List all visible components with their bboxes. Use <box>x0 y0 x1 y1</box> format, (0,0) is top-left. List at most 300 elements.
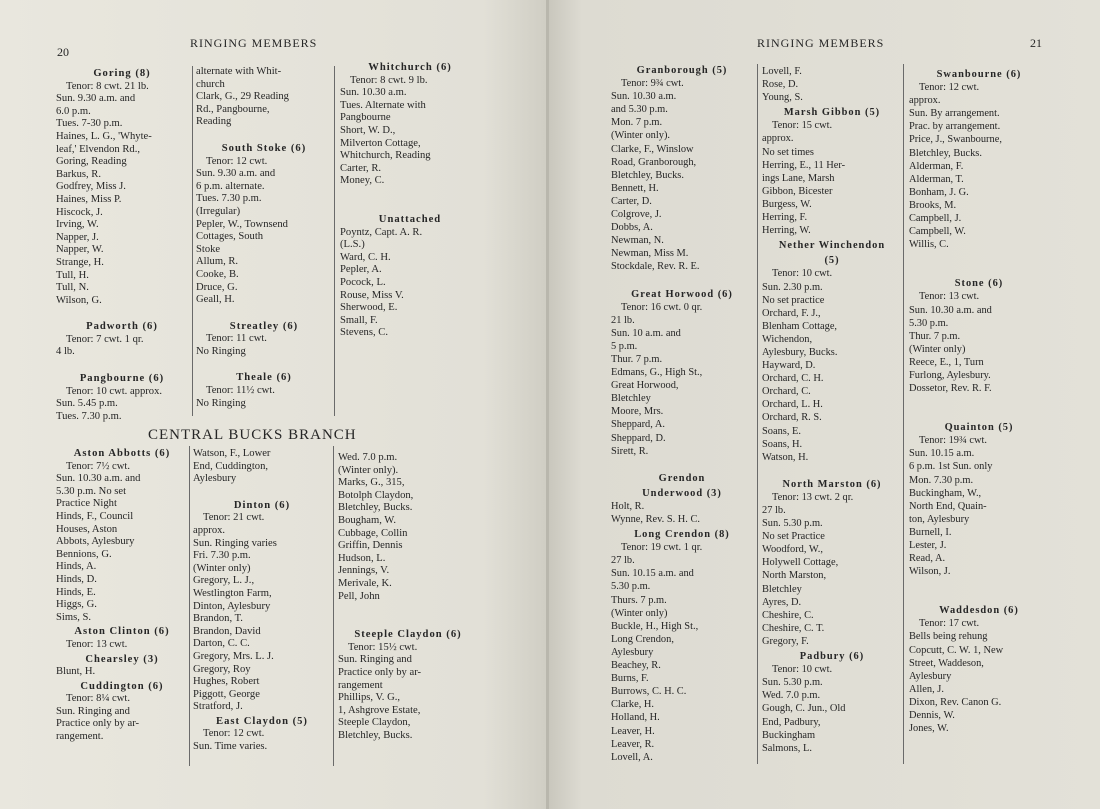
entry-line: Hinds, E. <box>56 586 96 598</box>
entry-line: Practice Night <box>56 498 117 510</box>
spacer <box>611 458 753 470</box>
entry-line: Dinton, Aylesbury <box>193 600 271 612</box>
tenor-line: Tenor: 10 cwt. <box>772 268 833 280</box>
tenor-line: Tenor: 8 cwt. 21 lb. <box>66 80 149 92</box>
entry-line: Pocock, L. <box>340 276 386 288</box>
entry-line: Holywell Cottage, <box>762 557 839 569</box>
entry-line: Great Horwood, <box>611 380 679 392</box>
tower-heading: East Claydon (5) <box>216 715 308 727</box>
entry-line: (Winter only) <box>193 562 251 574</box>
entry-line: Marks, G., 315, <box>338 477 405 489</box>
entry-line: Higgs, G. <box>56 599 97 611</box>
entry-line: leaf,' Elvendon Rd., <box>56 143 140 155</box>
tenor-line: Tenor: 15 cwt. <box>772 120 833 132</box>
entry-line: Sun. 10.30 a.m. <box>340 87 407 99</box>
entry-line: Reading <box>196 116 232 128</box>
tower-heading: Long Crendon (8) <box>634 529 730 541</box>
entry-line: Brandon, T. <box>193 613 243 625</box>
entry-line: Stoke <box>196 243 221 255</box>
entry-line: Sun. 5.30 p.m. <box>762 518 823 530</box>
entry-line: Sun. 10.30 a.m. and <box>909 304 992 316</box>
entry-line: Sun. 9.30 a.m. and <box>56 93 136 105</box>
entry-line: Buckle, H., High St., <box>611 620 699 632</box>
spacer <box>196 307 332 319</box>
spacer <box>611 274 753 286</box>
entry-line: Prac. by arrangement. <box>909 121 1001 133</box>
tenor-line: Tenor: 12 cwt. <box>919 82 980 94</box>
tenor-line: Tenor: 19 cwt. 1 qr. <box>621 542 703 554</box>
entry-line: Dixon, Rev. Canon G. <box>909 696 1002 708</box>
tenor-line: Tenor: 13 cwt. <box>919 291 980 303</box>
entry-line: 5 p.m. <box>611 340 638 352</box>
entry-line: Newman, N. <box>611 235 664 247</box>
entry-line: Steeple Claydon, <box>338 717 411 729</box>
entry-line: Blenham Cottage, <box>762 320 838 332</box>
entry-line: Moore, Mrs. <box>611 406 664 418</box>
entry-line: Buckingham <box>762 729 816 741</box>
entry-line: End, Cuddington, <box>193 460 269 472</box>
entry-line: Bennett, H. <box>611 182 659 194</box>
entry-line: approx. <box>762 133 794 145</box>
spacer <box>196 358 332 370</box>
entry-line: Thur. 7 p.m. <box>909 330 961 342</box>
entry-line: Stratford, J. <box>193 701 243 713</box>
tower-heading: Aston Clinton (6) <box>74 626 170 638</box>
entry-line: (Winter only). <box>338 464 399 476</box>
column <box>338 452 478 742</box>
tenor-line: Tenor: 7½ cwt. <box>66 460 130 472</box>
page-number: 20 <box>57 45 69 59</box>
spacer <box>193 486 331 498</box>
left-page <box>0 0 549 809</box>
spacer <box>909 395 1049 407</box>
entry-line: Fri. 7.30 p.m. <box>193 550 251 562</box>
spacer <box>56 307 188 319</box>
entry-line: Burrows, C. H. C. <box>611 686 687 698</box>
spacer <box>338 615 478 627</box>
entry-line: Sun. 10.30 a.m. <box>611 91 677 103</box>
entry-line: Herring, F. <box>762 212 808 224</box>
entry-line: Holt, R. <box>611 500 645 512</box>
entry-line: Buckingham, W., <box>909 487 982 499</box>
entry-line: 27 lb. <box>762 505 786 516</box>
entry-line: Campbell, J. <box>909 213 962 225</box>
entry-line: Mon. 7.30 p.m. <box>909 474 974 486</box>
spacer <box>909 590 1049 602</box>
tower-heading: (5) <box>824 255 840 267</box>
entry-line: Bennions, G. <box>56 548 112 560</box>
entry-line: Godfrey, Miss J. <box>56 181 126 193</box>
spacer <box>909 251 1049 263</box>
tenor-line: Tenor: 13 cwt. <box>66 638 128 650</box>
entry-line: Poyntz, Capt. A. R. <box>340 226 423 238</box>
entry-line: rangement. <box>56 731 104 743</box>
tenor-line: Tenor: 15½ cwt. <box>348 641 418 653</box>
tower-heading: Marsh Gibbon (5) <box>783 107 881 119</box>
column-rule <box>757 64 758 764</box>
column-rule <box>333 446 334 766</box>
spacer <box>909 263 1049 275</box>
entry-line: Long Crendon, <box>611 633 674 645</box>
entry-line: 27 lb. <box>611 555 635 567</box>
entry-line: Blunt, H. <box>56 666 96 678</box>
entry-line: Orchard, R. S. <box>762 412 822 424</box>
entry-line: Bletchley <box>762 583 802 595</box>
tenor-line: Tenor: 21 cwt. <box>203 512 265 524</box>
column <box>196 66 332 410</box>
entry-line: Beachey, R. <box>611 660 661 672</box>
entry-line: church <box>196 78 225 90</box>
entry-line: Dossetor, Rev. R. F. <box>909 383 992 395</box>
entry-line: Strange, H. <box>56 256 104 268</box>
tower-heading: Swanbourne (6) <box>936 69 1022 80</box>
tower-heading: Cuddington (6) <box>80 680 164 692</box>
entry-line: Furlong, Aylesbury. <box>909 369 991 381</box>
tower-heading: Whitchurch (6) <box>368 62 452 73</box>
entry-line: Sun. Time varies. <box>193 741 268 753</box>
page-number: 21 <box>1030 36 1042 50</box>
entry-line: Bletchley, Bucks. <box>338 502 413 514</box>
entry-line: Darton, C. C. <box>193 638 250 650</box>
entry-line: Haines, L. G., 'Whyte- <box>56 130 152 142</box>
entry-line: Sun. 5.30 p.m. <box>762 677 823 689</box>
entry-line: Newman, Miss M. <box>611 248 689 260</box>
entry-line: 5.30 p.m. <box>611 581 651 593</box>
entry-line: Orchard, L. H. <box>762 399 823 411</box>
tower-heading: Nether Winchendon <box>778 240 886 252</box>
entry-line: Edmans, G., High St., <box>611 367 703 379</box>
entry-line: Aylesbury <box>193 473 237 485</box>
entry-line: Gibbon, Bicester <box>762 185 833 197</box>
entry-line: Hudson, L. <box>338 552 386 564</box>
entry-line: Cooke, B. <box>196 268 239 280</box>
entry-line: Tues. 7-30 p.m. <box>56 118 123 130</box>
entry-line: Street, Waddeson, <box>909 657 984 669</box>
spacer <box>196 129 332 141</box>
entry-line: 1, Ashgrove Estate, <box>338 704 421 716</box>
entry-line: Brooks, M. <box>909 199 957 211</box>
entry-line: Tull, H. <box>56 269 89 281</box>
entry-line: Rd., Pangbourne, <box>196 103 270 115</box>
column <box>56 66 188 423</box>
tenor-line: Tenor: 8 cwt. 9 lb. <box>350 74 428 86</box>
entry-line: Druce, G. <box>196 281 238 293</box>
entry-line: Aylesbury <box>909 670 952 682</box>
entry-line: Tues. Alternate with <box>340 99 426 111</box>
entry-line: Thur. 7 p.m. <box>611 353 663 365</box>
column <box>56 446 188 744</box>
entry-line: 6 p.m. alternate. <box>196 180 265 192</box>
entry-line: Phillips, V. G., <box>338 692 401 704</box>
entry-line: No Ringing <box>196 345 246 357</box>
column-rule <box>903 64 904 764</box>
entry-line: Colgrove, J. <box>611 209 662 221</box>
entry-line: Hinds, D. <box>56 573 97 585</box>
entry-line: Clark, G., 29 Reading <box>196 91 289 103</box>
entry-line: No Ringing <box>196 397 246 409</box>
entry-line: ings Lane, Marsh <box>762 172 835 184</box>
entry-line: Willis, C. <box>909 239 949 251</box>
entry-line: Campbell, W. <box>909 226 966 238</box>
entry-line: 6.0 p.m. <box>56 105 91 117</box>
entry-line: Alderman, F. <box>909 160 964 172</box>
entry-line: 5.30 p.m. <box>909 317 949 329</box>
entry-line: Burgess, W. <box>762 198 812 210</box>
entry-line: No set practice <box>762 294 825 306</box>
entry-line: Clarke, F., Winslow <box>611 143 694 155</box>
column-rule <box>334 66 335 416</box>
entry-line: Clarke, H. <box>611 699 654 711</box>
entry-line: Carter, D. <box>611 195 652 207</box>
tower-heading: Theale (6) <box>236 372 292 384</box>
column <box>340 60 480 340</box>
entry-line: Allen, J. <box>909 683 944 695</box>
entry-line: Brandon, David <box>193 625 261 637</box>
entry-line: Alderman, T. <box>909 173 964 185</box>
entry-line: 6 p.m. 1st Sun. only <box>909 461 993 473</box>
entry-line: Lester, J. <box>909 540 947 551</box>
entry-line: Woodford, W., <box>762 544 823 556</box>
spacer <box>909 578 1049 590</box>
entry-line: Wynne, Rev. S. H. C. <box>611 514 701 525</box>
entry-line: (Winter only) <box>909 343 966 355</box>
entry-line: Practice only by ar- <box>56 718 140 730</box>
entry-line: Leaver, R. <box>611 738 655 750</box>
entry-line: Practice only by ar- <box>338 666 422 678</box>
entry-line: alternate with Whit- <box>196 66 282 77</box>
entry-line: Napper, W. <box>56 244 104 256</box>
right-page <box>549 0 1100 809</box>
entry-line: North Marston, <box>762 570 827 582</box>
column-rule <box>189 446 190 766</box>
tower-heading: Stone (6) <box>954 278 1004 290</box>
entry-line: Sun. By arrangement. <box>909 108 1000 120</box>
entry-line: No set Practice <box>762 531 825 543</box>
tenor-line: Tenor: 17 cwt. <box>919 618 980 630</box>
entry-line: (L.S.) <box>340 239 365 251</box>
entry-line: Sun. 10 a.m. and <box>611 327 681 339</box>
entry-line: Gregory, L. J., <box>193 575 255 587</box>
entry-line: Gregory, Roy <box>193 663 251 675</box>
entry-line: Sun. Ringing varies <box>193 537 277 549</box>
entry-line: Price, J., Swanbourne, <box>909 134 1002 146</box>
tower-heading: Granborough (5) <box>636 65 728 76</box>
entry-line: Read, A. <box>909 553 946 565</box>
entry-line: Bonham, J. G. <box>909 186 969 198</box>
entry-line: Sheppard, D. <box>611 432 666 444</box>
entry-line: Sun. Ringing and <box>56 705 130 717</box>
entry-line: ton, Aylesbury <box>909 513 970 525</box>
entry-line: Sun. 2.30 p.m. <box>762 281 823 293</box>
tower-heading: Unattached <box>378 213 442 225</box>
spacer <box>909 407 1049 419</box>
tower-heading: Goring (8) <box>93 68 151 79</box>
entry-line: Gough, C. Jun., Old <box>762 703 846 715</box>
entry-line: Houses, Aston <box>56 523 118 535</box>
entry-line: approx. <box>909 95 941 107</box>
entry-line: Ayres, D. <box>762 596 802 608</box>
entry-line: rangement <box>338 679 383 691</box>
entry-line: Cubbage, Collin <box>338 527 408 539</box>
entry-line: Sheppard, A. <box>611 419 665 431</box>
entry-line: Bells being rehung <box>909 631 988 643</box>
entry-line: Dennis, W. <box>909 710 955 722</box>
entry-line: Young, S. <box>762 92 803 104</box>
entry-line: Tues. 7.30 p.m. <box>196 193 262 205</box>
tower-heading: Great Horwood (6) <box>631 288 733 300</box>
entry-line: Hughes, Robert <box>193 676 260 688</box>
entry-line: Hinds, F., Council <box>56 510 134 522</box>
entry-line: Rouse, Miss V. <box>340 289 404 301</box>
tower-heading: Waddesdon (6) <box>939 605 1019 617</box>
column <box>909 66 1049 735</box>
entry-line: End, Padbury, <box>762 716 821 728</box>
entry-line: (Winter only) <box>611 607 668 619</box>
entry-line: Pell, John <box>338 590 380 602</box>
entry-line: Cheshire, C. T. <box>762 622 825 634</box>
entry-line: Salmons, L. <box>762 742 812 754</box>
tower-heading: Aston Abbotts (6) <box>73 448 171 459</box>
entry-line: Gregory, Mrs. L. J. <box>193 650 274 662</box>
entry-line: Hiscock, J. <box>56 206 103 218</box>
entry-line: and 5.30 p.m. <box>611 104 668 116</box>
entry-line: Stevens, C. <box>340 327 388 339</box>
entry-line: Sun. 10.15 a.m. and <box>611 568 694 580</box>
entry-line: Pepler, W., Townsend <box>196 218 288 230</box>
tower-heading: South Stoke (6) <box>221 142 307 154</box>
entry-line: Hinds, A. <box>56 561 97 573</box>
tower-heading: Grendon <box>658 472 706 484</box>
entry-line: Sun. 5.45 p.m. <box>56 398 118 410</box>
column <box>762 65 902 755</box>
entry-line: Bletchley, Bucks. <box>611 169 684 181</box>
entry-line: Sirett, R. <box>611 445 649 457</box>
entry-line: Wilson, J. <box>909 566 951 578</box>
entry-line: Aylesbury, Bucks. <box>762 346 838 358</box>
spacer <box>338 603 478 615</box>
tenor-line: Tenor: 12 cwt. <box>206 155 268 167</box>
tenor-line: Tenor: 10 cwt. <box>772 664 833 676</box>
entry-line: No set times <box>762 146 814 158</box>
entry-line: Carter, R. <box>340 162 382 174</box>
entry-line: Leaver, H. <box>611 725 655 737</box>
entry-line: Sun. Ringing and <box>338 654 412 666</box>
page-header: RINGING MEMBERS <box>757 36 885 50</box>
entry-line: Allum, R. <box>196 256 239 268</box>
entry-line: Pepler, A. <box>340 264 382 276</box>
entry-line: Sims, S. <box>56 611 92 623</box>
entry-line: Wed. 7.0 p.m. <box>338 452 398 463</box>
entry-line: 21 lb. <box>611 314 635 326</box>
page-header: RINGING MEMBERS <box>190 36 318 50</box>
entry-line: Orchard, C. H. <box>762 373 824 385</box>
entry-line: Small, F. <box>340 314 378 326</box>
entry-line: Rose, D. <box>762 79 799 91</box>
tenor-line: Tenor: 11 cwt. <box>206 333 267 345</box>
tower-heading: Dinton (6) <box>233 499 291 511</box>
entry-line: Thurs. 7 p.m. <box>611 594 667 606</box>
entry-line: Bletchley <box>611 393 651 405</box>
entry-line: Sun. 10.15 a.m. <box>909 448 975 460</box>
spacer <box>340 200 480 212</box>
entry-line: Short, W. D., <box>340 124 396 136</box>
entry-line: Bougham, W. <box>338 514 396 526</box>
entry-line: Herring, W. <box>762 225 811 237</box>
tower-heading: Padworth (6) <box>86 321 158 333</box>
tower-heading: Pangbourne (6) <box>79 373 165 385</box>
entry-line: North End, Quain- <box>909 500 987 512</box>
entry-line: Holland, H. <box>611 712 660 724</box>
entry-line: Haines, Miss P. <box>56 193 122 205</box>
entry-line: Bletchley, Bucks. <box>909 147 982 159</box>
entry-line: Copcutt, C. W. 1, New <box>909 644 1004 656</box>
tower-heading: Padbury (6) <box>799 651 865 663</box>
column <box>193 448 331 754</box>
tenor-line: Tenor: 7 cwt. 1 qr. <box>66 333 144 345</box>
entry-line: Wilson, G. <box>56 294 102 306</box>
entry-line: Whitchurch, Reading <box>340 150 431 162</box>
entry-line: Pangbourne <box>340 112 391 124</box>
entry-line: Orchard, C. <box>762 386 811 398</box>
tenor-line: Tenor: 11½ cwt. <box>206 385 275 397</box>
entry-line: Merivale, K. <box>338 577 392 589</box>
tower-heading: North Marston (6) <box>782 478 882 490</box>
entry-line: Westlington Farm, <box>193 587 272 599</box>
column-rule <box>192 66 193 416</box>
tenor-line: Tenor: 19¾ cwt. <box>919 435 987 447</box>
entry-line: Money, C. <box>340 175 385 187</box>
tower-heading: Streatley (6) <box>229 320 299 332</box>
entry-line: Dobbs, A. <box>611 222 653 234</box>
entry-line: Piggott, George <box>193 688 260 700</box>
entry-line: Jones, W. <box>909 723 949 735</box>
tower-heading: Chearsley (3) <box>85 653 159 665</box>
entry-line: 4 lb. <box>56 346 75 358</box>
tenor-line: Tenor: 9¾ cwt. <box>621 78 684 90</box>
spacer <box>56 359 188 371</box>
entry-line: Watson, F., Lower <box>193 448 271 459</box>
entry-line: (Irregular) <box>196 205 241 217</box>
entry-line: Bletchley, Bucks. <box>338 729 413 741</box>
entry-line: Cheshire, C. <box>762 609 814 621</box>
entry-line: Aylesbury <box>611 646 654 658</box>
entry-line: Mon. 7 p.m. <box>611 117 663 129</box>
tenor-line: Tenor: 10 cwt. approx. <box>66 385 163 397</box>
entry-line: Reece, E., 1, Turn <box>909 356 984 368</box>
tower-heading: Steeple Claydon (6) <box>354 629 462 641</box>
entry-line: Abbots, Aylesbury <box>56 536 135 548</box>
entry-line: Goring, Reading <box>56 156 127 168</box>
tower-heading: Underwood (3) <box>642 487 722 499</box>
spacer <box>340 188 480 200</box>
entry-line: Tues. 7.30 p.m. <box>56 410 122 422</box>
tenor-line: Tenor: 12 cwt. <box>203 728 265 740</box>
entry-line: (Winter only). <box>611 130 671 142</box>
entry-line: Wichendon, <box>762 333 813 345</box>
entry-line: Soans, H. <box>762 438 803 450</box>
entry-line: Barkus, R. <box>56 168 102 180</box>
tenor-line: Tenor: 8¼ cwt. <box>66 693 130 705</box>
entry-line: Gregory, F. <box>762 635 809 647</box>
entry-line: Burns, F. <box>611 673 649 685</box>
entry-line: Hayward, D. <box>762 360 816 372</box>
entry-line: Road, Granborough, <box>611 156 697 168</box>
entry-line: approx. <box>193 524 226 536</box>
entry-line: Griffin, Dennis <box>338 540 403 552</box>
entry-line: Herring, E., 11 Her- <box>762 159 846 171</box>
entry-line: Sherwood, E. <box>340 302 398 314</box>
entry-line: Stockdale, Rev. R. E. <box>611 261 700 273</box>
